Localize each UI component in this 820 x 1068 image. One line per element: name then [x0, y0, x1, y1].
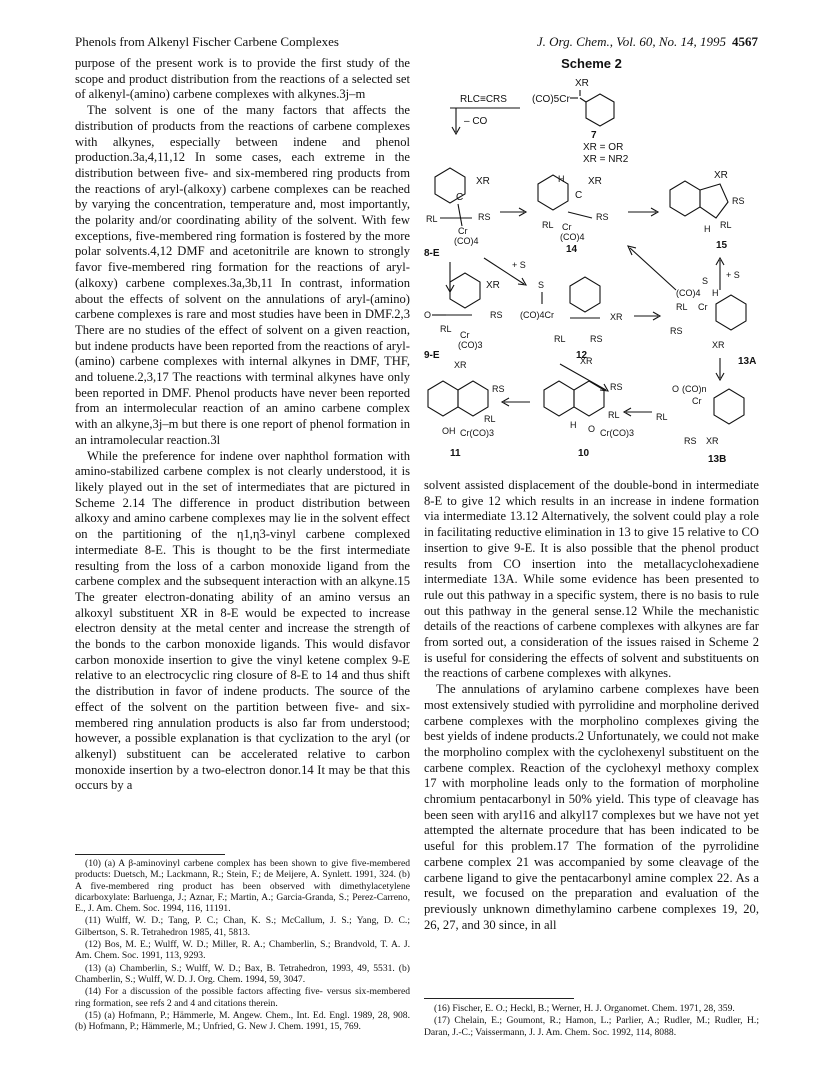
- xr-label: XR: [712, 340, 725, 350]
- rs-label: RS: [590, 334, 603, 344]
- rs-label: RS: [490, 310, 503, 320]
- paragraph: While the preference for indene over naphthol formation with amino-stabilized carbene complex is not clearly understood, it is likely played out in the set of intermediates that are pictured in Scheme 2.14 The difference in product distribution between alkoxy and amino carbene complexes may lie in the solvent effect on the partitioning of the η1,η3-vinyl carbene complexed intermediate 8-E. This is thought to be the first intermediate resulting from the loss of a carbon monoxide ligand from the carbene complex and the subsequent interaction with an alkyne.15 The greater electron-donating ability of an amino versus an alkoxyl substituent XR in 8-E would be expected to increase electron density at the metal center and increase the strength of the bonds to the carbon monoxide ligands. This would disfavor carbon monoxide insertion to give the vinyl ketene complex 9-E relative to an electrocyclic ring closure of 8-E to 14 and thus shift the distribution in favor of indene products. The source of the effect of the solvent on the partition between five- and six-membered ring annulation products is also far from understood; however, a possible explanation is that cyclization to the aryl (or alkenyl) substituent can be accelerated relative to carbon monoxide insertion by a two-electron donor.14 It may be that this occurs by a: [75, 448, 410, 793]
- rs-label: RS: [670, 326, 683, 336]
- oxygen-label: O: [588, 424, 596, 434]
- bond: [458, 204, 462, 226]
- alkyne-label: RLC≡CRS: [460, 94, 507, 105]
- aromatic-ring: [544, 381, 574, 416]
- oxygen-label: O: [424, 310, 432, 320]
- reaction-scheme: [420, 72, 765, 472]
- aromatic-ring: [716, 295, 746, 330]
- h-label: H: [558, 174, 565, 184]
- aromatic-ring: [458, 381, 488, 416]
- compound-label-11: 11: [450, 448, 461, 459]
- compound-label-8e: 8-E: [424, 248, 440, 259]
- s-label: S: [702, 276, 709, 286]
- left-footnotes: [75, 858, 410, 1033]
- xr-or-label: XR = OR: [583, 142, 624, 153]
- compound-label-12: 12: [576, 350, 588, 361]
- rl-label: RL: [542, 220, 554, 230]
- rl-label: RL: [440, 324, 452, 334]
- paragraph: The annulations of arylamino carbene complexes have been most extensively studied with pyrrolidine and morpholine derived carbene complexes with the morpholino complexes giving the best yields of indene products.2 Unfortunately, we could not make the morpholino complex with the cyclohexenyl substituent on the carbene complex. Reaction of the cyclohexyl methoxy complex 17 with morpholine leads only to the formation of morpholine chromium pentacarbonyl in 50% yield. This type of cleavage has been seen with aryl16 and alkyl17 complexes but we have not yet attempted the alternate procedure that has been indicated to be useful for this problem.17 The formation of the pyrrolidine carbene complex 21 was accompanied by some cleavage of the carbene ligand to give the pentacarbonyl amine complex 22. As a result, we focused on the preparation and evaluation of the previously unknown dimethylamino carbene complexes 19, 20, 26, 27, and 30 since, in all: [424, 682, 759, 932]
- journal-name: J. Org. Chem., Vol. 60, No. 14, 1995: [536, 34, 726, 49]
- paragraph: solvent assisted displacement of the double-bond in intermediate 8-E to give 12 which results in an increase in indene formation via intermediate 13.12 Alternatively, the solvent could play a role in facilitating reductive elimination in 13 to give 15 relative to CO insertion to give 9-E. It is also possible that the phenol product results from CO insertion into the metallacyclohexadiene intermediate 13A. While some evidence has been presented to rule out this pathway in a specific system, there is no basis to rule out this pathway in the general sense.12 While the mechanistic details of the reactions of carbene complexes with alkynes are far from sorted out, a consideration of the issues raised in Scheme 2 is useful for considering the effects of solvent and substituents on the reactions of carbene complexes with alkynes.: [424, 478, 759, 681]
- footnote: (15) (a) Hofmann, P.; Hämmerle, M. Angew. Chem., Int. Ed. Engl. 1989, 28, 908. (b) Hofmann, P.; Hämmerle, M.; Unfried, G. New J. Chem. 1991, 15, 769.: [75, 1009, 410, 1033]
- carbon-label: C: [456, 192, 464, 203]
- co3-label: (CO)3: [458, 340, 483, 350]
- aromatic-ring: [450, 273, 480, 308]
- right-column: [424, 478, 759, 933]
- footnote: (16) Fischer, E. O.; Heckl, B.; Werner, H. J. Organomet. Chem. 1971, 28, 359.: [434, 1003, 735, 1014]
- plus-s-label: + S: [512, 260, 526, 270]
- bond: [580, 98, 586, 102]
- rs-label: RS: [684, 436, 697, 446]
- xr-label: XR: [580, 356, 593, 366]
- co4-label: (CO)4: [560, 232, 585, 242]
- aromatic-ring: [586, 94, 614, 126]
- rs-label: RS: [732, 196, 745, 206]
- footnote: (10) (a) A β-aminovinyl carbene complex has been shown to give five-membered products: Duetsch, M.; Lackmann, R.; Stein, F.; de Meijere, A. Synlett. 1991, 324. (b) A five-membered ring product has been observed with dimethylacetylene dicarboxylate: Barluenga, J.; Aznar, F.; Martin, A.; Garcia-Granda, S.; Perez-Carreno, E., J. Am. Chem. Soc. 1994, 116, 11191.: [75, 858, 410, 915]
- footnote-rule: [424, 998, 574, 999]
- cr-co3-label: Cr(CO)3: [600, 428, 634, 438]
- cr-label: Cr: [458, 226, 468, 236]
- xr-label: XR: [476, 176, 490, 187]
- rs-label: RS: [492, 384, 505, 394]
- h-label: H: [570, 420, 577, 430]
- con-label: (CO)n: [682, 384, 707, 394]
- compound-label-15: 15: [716, 240, 728, 251]
- aromatic-ring: [428, 381, 458, 416]
- footnote: (13) (a) Chamberlin, S.; Wulff, W. D.; Bax, B. Tetrahedron, 1993, 49, 5531. (b) Chamberlin, S.; Wulff, W. D. J. Org. Chem. 1994, 59, 3047.: [75, 962, 410, 985]
- xr-nr2-label: XR = NR2: [583, 154, 629, 165]
- xr-label: XR: [575, 78, 589, 89]
- compound-label-13a: 13A: [738, 356, 757, 367]
- carbon-label: C: [575, 190, 583, 201]
- h-label: H: [704, 224, 711, 234]
- journal-citation: [537, 34, 758, 50]
- footnote: (12) Bos, M. E.; Wulff, W. D.; Miller, R. A.; Chamberlin, S.; Brandvold, T. A. J. Am. Chem. Soc. 1991, 113, 9293.: [75, 939, 410, 962]
- cr-label: Cr: [692, 396, 702, 406]
- compound-label-13b: 13B: [708, 454, 727, 465]
- scheme-svg: [420, 72, 765, 472]
- minus-co-label: – CO: [464, 116, 488, 127]
- xr-label: XR: [588, 176, 602, 187]
- aromatic-ring: [714, 389, 744, 424]
- scheme-title: Scheme 2: [561, 56, 622, 71]
- oxygen-label: O: [672, 384, 680, 394]
- xr-label: XR: [486, 280, 500, 291]
- cr-co3-label: Cr(CO)3: [460, 428, 494, 438]
- xr-label: XR: [610, 312, 623, 322]
- rl-label: RL: [656, 412, 668, 422]
- co4-label: (CO)4: [676, 288, 701, 298]
- page-number: 4567: [732, 34, 758, 49]
- rl-label: RL: [554, 334, 566, 344]
- xr-label: XR: [706, 436, 719, 446]
- right-footnotes: [424, 1003, 759, 1039]
- aromatic-ring: [670, 181, 700, 216]
- rl-label: RL: [676, 302, 688, 312]
- running-header: Phenols from Alkenyl Fischer Carbene Complexes: [75, 34, 339, 49]
- reaction-arrow: [630, 248, 676, 290]
- rl-label: RL: [484, 414, 496, 424]
- bond: [568, 212, 592, 218]
- aromatic-ring: [570, 277, 600, 312]
- rs-label: RS: [610, 382, 623, 392]
- rl-label: RL: [608, 410, 620, 420]
- rs-label: RS: [596, 212, 609, 222]
- five-membered-ring: [700, 184, 728, 218]
- footnote-rule: [75, 854, 225, 855]
- rs-label: RS: [478, 212, 491, 222]
- footnote: (17) Chelain, E.; Goumont, R.; Hamon, L.; Parlier, A.; Rudler, M.; Rudler, H.; Daran, J.-C.; Vaissermann, J. J. Am. Chem. Soc. 1992, 114, 8088.: [424, 1015, 759, 1038]
- cr-label: Cr: [698, 302, 708, 312]
- paragraph: The solvent is one of the many factors that affects the distribution of products from the reactions of carbene complexes with alkynes, especially between indene and phenol production.3a,4,11,12 In some cases, each extreme in the distribution between five- and six-membered ring products from the reactions of aryl-(alkoxy) carbene complexes can be reached by varying the concentration, temperature and, most importantly, the polarity and/or coordinating ability of the solvent. With few exceptions, five-membered ring formation is fostered by the more polar solvents.4,12 DMF and acetonitrile are known to strongly favor five-membered ring formation for the reactions of aryl-(alkoxy) carbene complexes.3a,3b,11 In contrast, information about the effects of solvent on the annulations of aryl-(amino) carbene complexes is rare and most studies have been in DMF.2,3 There are no studies of the effect of solvent on a given reaction, but indene products have been reported from the reactions of aryl-(amino) carbene complexes with internal alkynes in DMF, THF, and toluene.2,3,17 The reactions with terminal alkynes have only been reported in DMF. Phenol products have never been reported from an intermolecular reaction of an amino carbene complex with an alkyne,3j–m but there is one report of phenol formation in an intramolecular reaction.3l: [75, 103, 410, 447]
- cr-label: Cr: [460, 330, 470, 340]
- xr-label: XR: [454, 360, 467, 370]
- xr-label: XR: [714, 170, 728, 181]
- plus-s-label: + S: [726, 270, 740, 280]
- co4-cr-label: (CO)4Cr: [520, 310, 554, 320]
- h-label: H: [712, 288, 719, 298]
- left-column: [75, 56, 410, 794]
- co4-label: (CO)4: [454, 236, 479, 246]
- oh-label: OH: [442, 426, 456, 436]
- compound-label-9e: 9-E: [424, 350, 440, 361]
- rl-label: RL: [720, 220, 732, 230]
- cr-label: Cr: [562, 222, 572, 232]
- s-label: S: [538, 280, 545, 290]
- rl-label: RL: [426, 214, 438, 224]
- footnote: (14) For a discussion of the possible factors affecting five- versus six-membered ring formation, see refs 2 and 4 and citations therein.: [75, 986, 410, 1009]
- carbene-metal-label: (CO)5Cr: [532, 94, 570, 105]
- compound-label-10: 10: [578, 448, 590, 459]
- compound-label-14: 14: [566, 244, 578, 255]
- paragraph: purpose of the present work is to provide the first study of the scope and product distribution from the reactions of a selected set of alkenyl-(amino) carbene complexes with alkynes.3j–m: [75, 56, 410, 102]
- footnote: (11) Wulff, W. D.; Tang, P. C.; Chan, K. S.; McCallum, J. S.; Yang, D. C.; Gilbertson, S. R. Tetrahedron 1985, 41, 5813.: [75, 915, 410, 938]
- compound-label-7: 7: [591, 130, 597, 141]
